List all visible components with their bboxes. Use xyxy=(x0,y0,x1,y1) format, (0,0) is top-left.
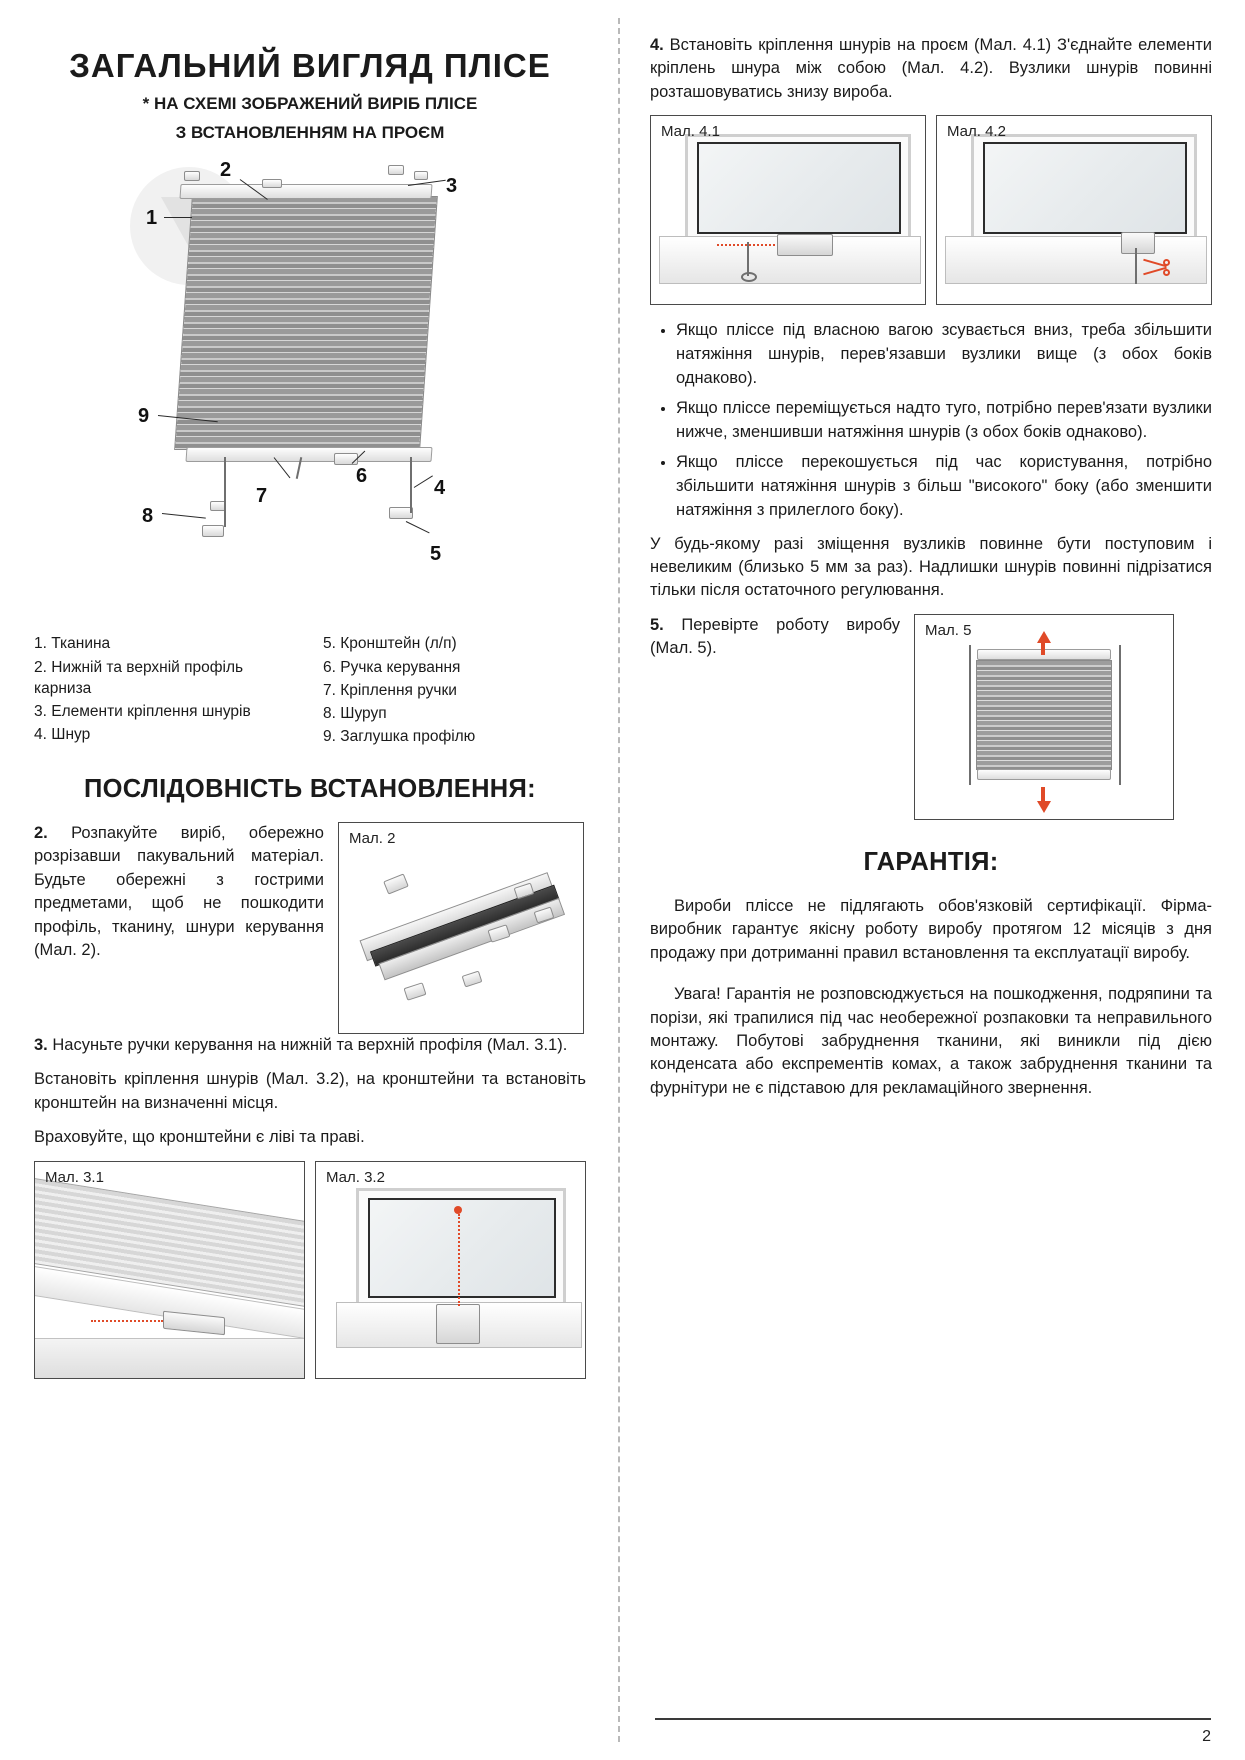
figure-4-2 xyxy=(936,115,1212,305)
bracket-left xyxy=(202,525,224,537)
figure-3-2 xyxy=(315,1161,586,1379)
installation-section-title: ПОСЛІДОВНІСТЬ ВСТАНОВЛЕННЯ: xyxy=(84,774,536,803)
step-4-text xyxy=(650,34,1212,104)
step-2-body: Розпакуйте виріб, обережно розрізавши пакувальний матеріал. Будьте обережні з гострими предметами, щоб не пошкодити профіль, тканину, шнури керування (Мал. 2). xyxy=(34,823,324,959)
figure-4-2-caption: Мал. 4.2 xyxy=(947,123,1006,141)
figure-4-1 xyxy=(650,115,926,305)
step-4-number: 4. xyxy=(650,36,664,54)
step-3-body-2: Встановіть кріплення шнурів (Мал. 3.2), на кронштейни та встановіть кронштейн на визначенні місця. xyxy=(34,1070,586,1112)
figure-3-2-caption: Мал. 3.2 xyxy=(326,1168,385,1186)
step-3-body-3: Враховуйте, що кронштейни є ліві та праві. xyxy=(34,1128,365,1147)
legend-item: 7. Кріплення ручки xyxy=(323,681,457,699)
figure-5 xyxy=(914,614,1174,820)
callout-6: 6 xyxy=(356,465,368,488)
profile-cap xyxy=(262,179,282,188)
parts-legend xyxy=(34,633,586,748)
adjustment-note: У будь-якому разі зміщення вузликів повинне бути поступовим і невеликим (близько 5 мм за раз). Надлишки шнурів повинні підрізатися тільки після остаточного регулювання. xyxy=(650,534,1212,600)
figure-3-1-caption: Мал. 3.1 xyxy=(45,1168,104,1186)
step-3-body-1: Насуньте ручки керування на нижній та верхній профіля (Мал. 3.1). xyxy=(52,1035,568,1054)
legend-item: 5. Кронштейн (л/п) xyxy=(323,635,457,653)
bullet-item: • Якщо пліссе під власною вагою зсувається вниз, треба збільшити натяжіння шнурів, перев'язавши вузлики вище (з обох боків однаково). xyxy=(676,319,1212,391)
step-5-block xyxy=(650,614,1212,820)
callout-1: 1 xyxy=(146,207,158,230)
cord-right xyxy=(410,457,412,513)
cord-fastener-right-a xyxy=(388,165,404,175)
step-2-text xyxy=(34,822,324,963)
leader-line-5 xyxy=(406,522,430,534)
step-2-block xyxy=(34,822,586,1034)
page-subtitle-line-2: З ВСТАНОВЛЕННЯМ НА ПРОЄМ xyxy=(175,123,445,143)
page-subtitle-line-1: * НА СХЕМІ ЗОБРАЖЕНИЙ ВИРІБ ПЛІСЕ xyxy=(142,93,478,113)
top-profile xyxy=(179,184,432,199)
figure-2 xyxy=(338,822,584,1034)
step-3-number: 3. xyxy=(34,1035,48,1054)
page-title: ЗАГАЛЬНИЙ ВИГЛЯД ПЛІСЕ xyxy=(69,47,551,84)
callout-3: 3 xyxy=(446,175,458,198)
leader-line-1 xyxy=(164,217,192,218)
legend-item: 1. Тканина xyxy=(34,635,111,653)
legend-item: 6. Ручка керування xyxy=(323,658,461,676)
column-divider xyxy=(618,18,620,1742)
figure-5-caption: Мал. 5 xyxy=(925,621,972,639)
warranty-paragraph-2: Увага! Гарантія не розповсюджується на пошкодження, подряпини та порізи, які трапилися під час необережної розпаковки та неправильного монтажу. Побутові забруднення тканини, які виникли під дією конденсата або експрементів комах, а також забруднення тканини та фурнітури не є підставою для рекламаційного звернення. xyxy=(650,985,1212,1097)
step-3-text xyxy=(34,1034,586,1057)
bottom-profile xyxy=(185,447,432,462)
page-number: 2 xyxy=(1202,1728,1211,1745)
arrow-down-icon xyxy=(1037,801,1051,813)
callout-7: 7 xyxy=(256,485,268,508)
cord-fastener-right-b xyxy=(414,171,428,180)
warranty-paragraph-1: Вироби пліссе не підлягають обов'язковій сертифікації. Фірма-виробник гарантує якісну роботу виробу протягом 12 місяців з дня продажу при дотриманні правил встановлення та експлуатації виробу. xyxy=(650,896,1212,962)
arrow-up-icon xyxy=(1037,631,1051,643)
pleated-fabric xyxy=(175,197,437,449)
leader-line-8 xyxy=(162,513,206,519)
callout-4: 4 xyxy=(434,477,446,500)
step-2-number: 2. xyxy=(34,823,48,842)
right-column xyxy=(650,30,1212,1111)
legend-item: 8. Шуруп xyxy=(323,704,387,722)
leader-line-4 xyxy=(414,476,433,489)
scissors-icon xyxy=(1143,258,1169,278)
bullet-item: • Якщо пліссе перекошується під час користування, потрібно збільшити натяжіння шнурів з більш "високого" боку (або зменшити натяжіння з прилеглого боку). xyxy=(676,451,1212,523)
figure-3-row xyxy=(34,1161,586,1379)
step-5-text xyxy=(650,614,900,661)
bullet-item: • Якщо пліссе переміщується надто туго, потрібно перев'язати вузлики нижче, зменшивши натяжіння шнурів (з обох боків однаково). xyxy=(676,397,1212,445)
step-4-body: Встановіть кріплення шнурів на проєм (Мал. 4.1) З'єднайте елементи кріплень шнура між собою (Мал. 4.2). Вузлики шнурів повинні розташовуватись знизу виробa. xyxy=(650,36,1212,101)
left-column xyxy=(34,30,586,1379)
callout-8: 8 xyxy=(142,505,154,528)
footer-rule xyxy=(655,1718,1211,1720)
legend-item: 3. Елементи кріплення шнурів xyxy=(34,702,251,720)
figure-4-1-caption: Мал. 4.1 xyxy=(661,123,720,141)
legend-item: 9. Заглушка профілю xyxy=(323,727,476,745)
adjustment-bullet-list xyxy=(650,319,1212,522)
callout-2: 2 xyxy=(220,159,232,182)
warranty-title: ГАРАНТІЯ: xyxy=(863,847,999,876)
legend-item: 4. Шнур xyxy=(34,725,91,743)
step-5-number: 5. xyxy=(650,615,664,634)
step-5-body: Перевірте роботу виробу (Мал. 5). xyxy=(650,615,900,658)
legend-item: 2. Нижній та верхній профіль карниза xyxy=(34,658,244,697)
figure-2-caption: Мал. 2 xyxy=(349,829,396,847)
callout-5: 5 xyxy=(430,543,442,566)
figure-3-1 xyxy=(34,1161,305,1379)
figure-2-profile xyxy=(349,844,573,1010)
figure-4-row xyxy=(650,115,1212,305)
callout-9: 9 xyxy=(138,405,150,428)
cord-left xyxy=(224,457,226,527)
cord-fastener-left xyxy=(184,171,200,181)
overview-diagram xyxy=(34,157,586,627)
